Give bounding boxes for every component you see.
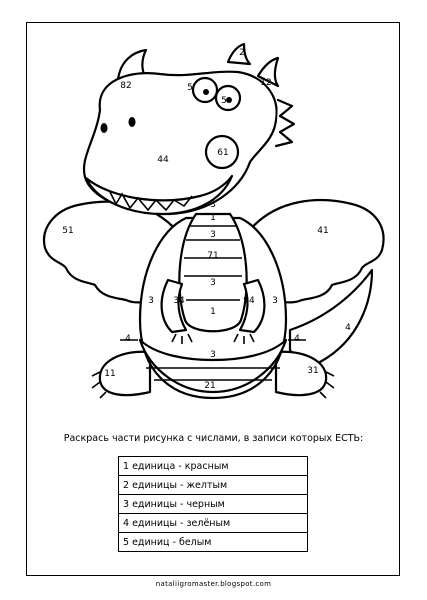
region-number: 4 <box>294 334 300 344</box>
region-number: 3 <box>148 296 154 306</box>
region-number: 5 <box>221 96 227 106</box>
region-number: 4 <box>345 323 351 333</box>
region-number: 34 <box>173 296 185 306</box>
table-row <box>119 495 308 514</box>
key-cell: 2 единицы - желтым <box>119 476 308 495</box>
region-number: 12 <box>260 78 272 88</box>
color-key-table <box>118 456 308 552</box>
region-number: 51 <box>62 226 74 236</box>
back-spikes <box>276 100 294 146</box>
region-number: 82 <box>120 81 132 91</box>
region-number: 2 <box>239 48 245 58</box>
table-row <box>119 476 308 495</box>
region-number: 1 <box>210 307 216 317</box>
region-number: 94 <box>243 296 255 306</box>
region-number: 61 <box>217 148 229 158</box>
region-number: 4 <box>125 334 131 344</box>
region-number: 11 <box>104 369 116 379</box>
region-number: 3 <box>210 200 216 210</box>
region-number: 5 <box>187 83 193 93</box>
region-number: 1 <box>210 213 216 223</box>
table-row <box>119 457 308 476</box>
table-row <box>119 514 308 533</box>
region-number: 21 <box>204 381 216 391</box>
table-row <box>119 533 308 552</box>
key-cell: 4 единицы - зелёным <box>119 514 308 533</box>
region-number: 3 <box>210 350 216 360</box>
key-cell: 1 единица - красным <box>119 457 308 476</box>
region-number: 71 <box>207 251 219 261</box>
key-cell: 3 единицы - черным <box>119 495 308 514</box>
region-number: 31 <box>307 366 319 376</box>
instruction-text: Раскрась части рисунка с числами, в записи которых ЕСТЬ: <box>63 433 364 444</box>
region-number: 3 <box>210 278 216 288</box>
key-cell: 5 единиц - белым <box>119 533 308 552</box>
region-number: 41 <box>317 226 329 236</box>
region-number: 3 <box>272 296 278 306</box>
region-number: 3 <box>210 230 216 240</box>
footer-url: nataliigromaster.blogspot.com <box>155 580 272 588</box>
region-number: 44 <box>157 155 169 165</box>
